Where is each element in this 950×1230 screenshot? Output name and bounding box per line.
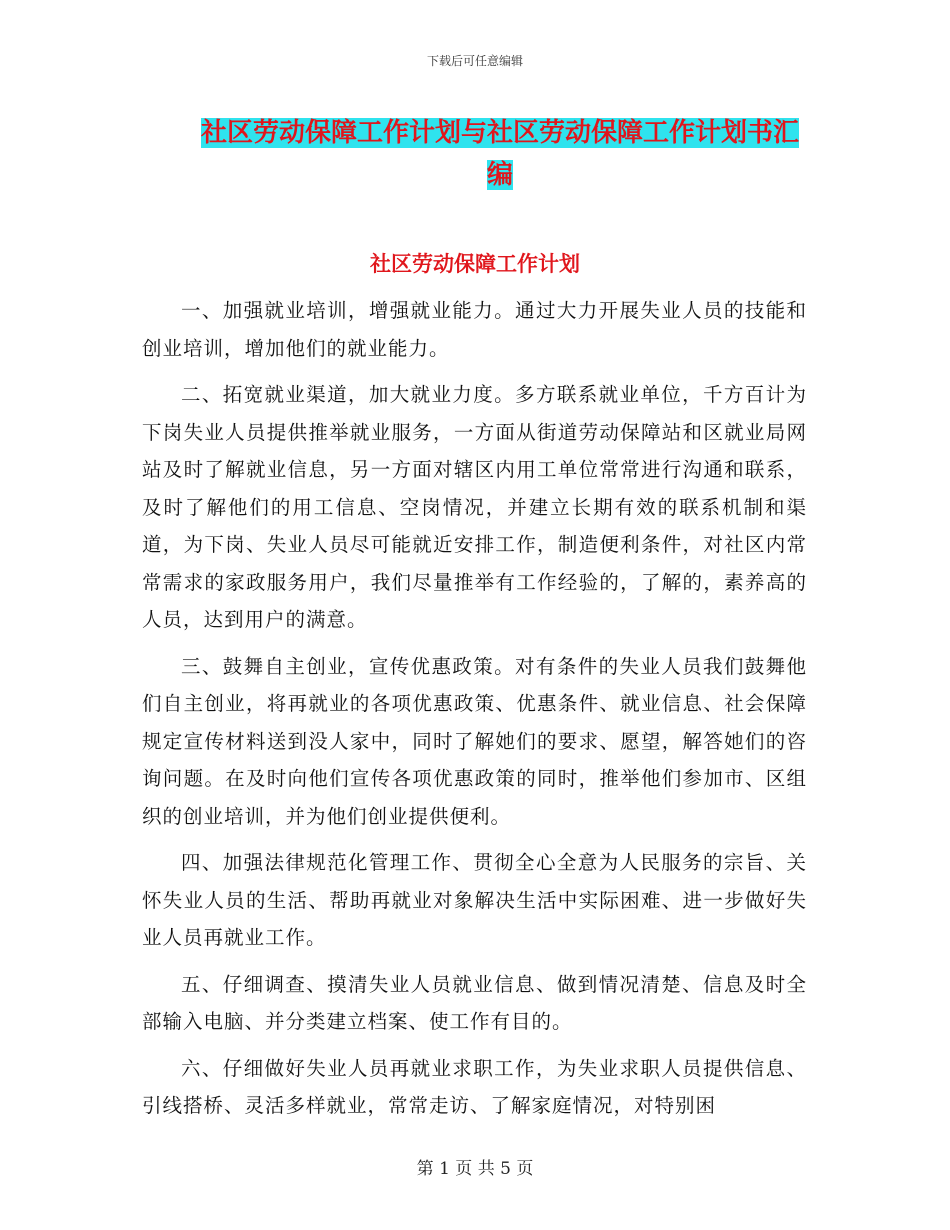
paragraph-1: 一、加强就业培训，增强就业能力。通过大力开展失业人员的技能和创业培训，增加他们的就业能力。 xyxy=(142,299,807,360)
document-title xyxy=(195,112,805,196)
document-body xyxy=(142,292,807,1134)
section-heading: 社区劳动保障工作计划 xyxy=(370,252,580,276)
paragraph-4: 四、加强法律规范化管理工作、贯彻全心全意为人民服务的宗旨、关怀失业人员的生活、帮助再就业对象解决生活中实际困难、进一步做好失业人员再就业工作。 xyxy=(142,851,807,949)
document-title-text: 社区劳动保障工作计划与社区劳动保障工作计划书汇编 xyxy=(200,118,799,190)
header-note: 下载后可任意编辑 xyxy=(426,54,523,68)
page-number: 第 1 页 共 5 页 xyxy=(416,1159,534,1179)
paragraph-6: 六、仔细做好失业人员再就业求职工作，为失业求职人员提供信息、引线搭桥、灵活多样就业，常常走访、了解家庭情况，对特别困 xyxy=(142,1056,807,1117)
paragraph-2: 二、拓宽就业渠道，加大就业力度。多方联系就业单位，千方百计为下岗失业人员提供推举就业服务，一方面从街道劳动保障站和区就业局网站及时了解就业信息，另一方面对辖区内用工单位常常进行沟通和联系，及时了解他们的用工信息、空岗情况，并建立长期有效的联系机制和渠道，为下岗、失业人员尽可能就近安排工作，制造便利条件，对社区内常常需求的家政服务用户，我们尽量推举有工作经验的，了解的，素养高的人员，达到用户的满意。 xyxy=(142,383,807,631)
paragraph-5: 五、仔细调查、摸清失业人员就业信息、做到情况清楚、信息及时全部输入电脑、并分类建立档案、使工作有目的。 xyxy=(142,972,807,1033)
paragraph-3: 三、鼓舞自主创业，宣传优惠政策。对有条件的失业人员我们鼓舞他们自主创业，将再就业的各项优惠政策、优惠条件、就业信息、社会保障规定宣传材料送到没人家中，同时了解她们的要求、愿望，解答她们的咨询问题。在及时向他们宣传各项优惠政策的同时，推举他们参加市、区组织的创业培训，并为他们创业提供便利。 xyxy=(142,654,807,828)
